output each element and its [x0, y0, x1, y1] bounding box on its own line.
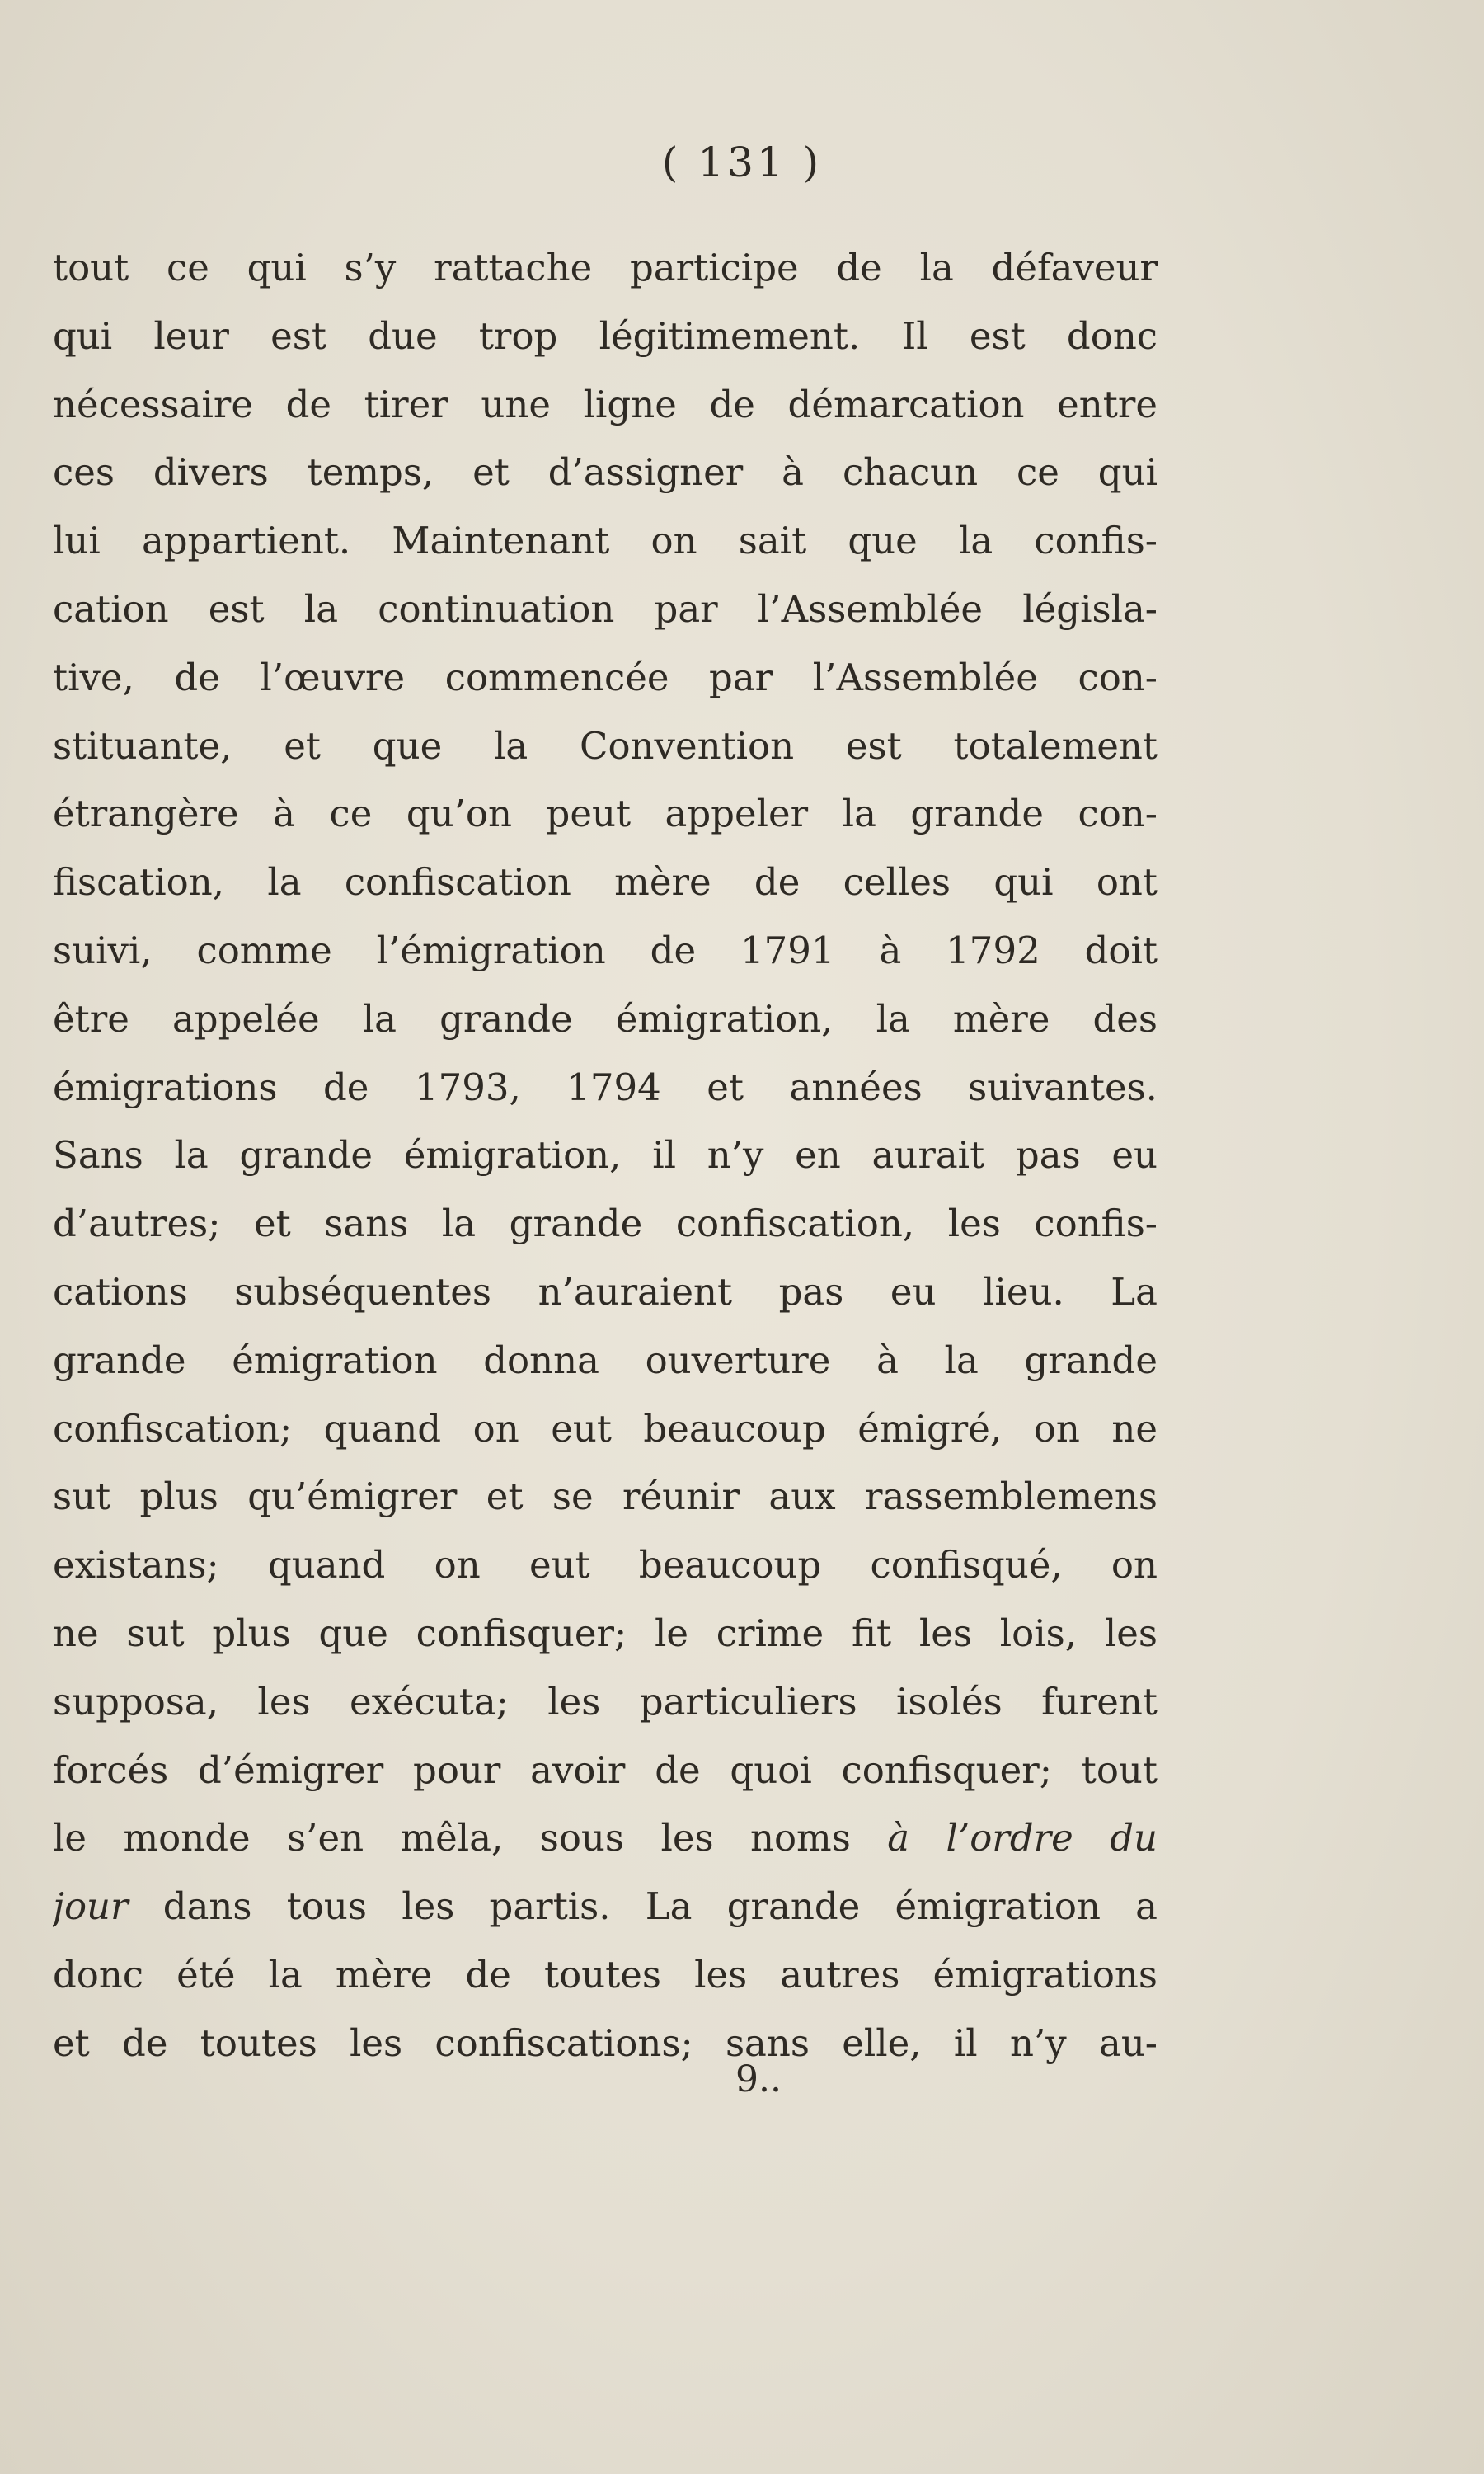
text-line: suivi, comme l’émigration de 1791 à 1792 doit: [53, 928, 1158, 972]
text-line: lui appartient. Maintenant on sait que la confis-: [53, 519, 1158, 563]
text-line: fiscation, la confiscation mère de celles qui ont: [53, 860, 1158, 905]
text-line: tive, de l’œuvre commencée par l’Assemblée con-: [53, 655, 1158, 699]
text-line: ces divers temps, et d’assigner à chacun ce qui: [53, 450, 1158, 495]
text-line: grande émigration donna ouverture à la grande: [53, 1338, 1158, 1382]
text-segment: le monde s’en mêla, sous les noms: [53, 1816, 851, 1860]
text-line: cations subséquentes n’auraient pas eu lieu. La: [53, 1269, 1158, 1314]
text-line: cation est la continuation par l’Assemblée législa-: [53, 586, 1158, 631]
text-line: être appelée la grande émigration, la mère des: [53, 996, 1158, 1041]
text-line: tout ce qui s’y rattache participe de la défaveur: [53, 246, 1158, 289]
signature-mark: 9..: [735, 2058, 782, 2100]
body-text: [53, 234, 1158, 2078]
text-line: supposa, les exécuta; les particuliers isolés furent: [53, 1679, 1158, 1724]
text-line: forcés d’émigrer pour avoir de quoi confisquer; tout: [53, 1747, 1158, 1792]
text-line: stituante, et que la Convention est totalement: [53, 723, 1158, 768]
text-line: Sans la grande émigration, il n’y en aurait pas eu: [53, 1133, 1158, 1178]
text-line: nécessaire de tirer une ligne de démarcation entre: [53, 382, 1158, 426]
italic-phrase: à l’ordre du: [887, 1816, 1158, 1860]
text-line: et de toutes les confiscations; sans elle, il n’y au-: [53, 2020, 1158, 2065]
text-line: ne sut plus que confisquer; le crime fit les lois, les: [53, 1611, 1158, 1655]
text-line-mixed: [53, 1804, 1158, 1873]
text-line: qui leur est due trop légitimement. Il est donc: [53, 313, 1158, 358]
text-line: d’autres; et sans la grande confiscation, les confis-: [53, 1202, 1158, 1246]
text-line: donc été la mère de toutes les autres émigrations: [53, 1952, 1158, 1997]
text-line: existans; quand on eut beaucoup confisqué, on: [53, 1543, 1158, 1587]
italic-phrase: jour: [53, 1884, 129, 1929]
text-line-mixed: [53, 1873, 1158, 1941]
text-segment: dans tous les partis. La grande émigration a: [162, 1884, 1158, 1929]
text-line: émigrations de 1793, 1794 et années suivantes.: [53, 1065, 1158, 1109]
text-line: étrangère à ce qu’on peut appeler la grande con-: [53, 792, 1158, 836]
text-line: confiscation; quand on eut beaucoup émigré, on ne: [53, 1406, 1158, 1451]
text-line: sut plus qu’émigrer et se réunir aux rassemblemens: [53, 1475, 1158, 1519]
page-number-header: ( 131 ): [661, 139, 823, 186]
